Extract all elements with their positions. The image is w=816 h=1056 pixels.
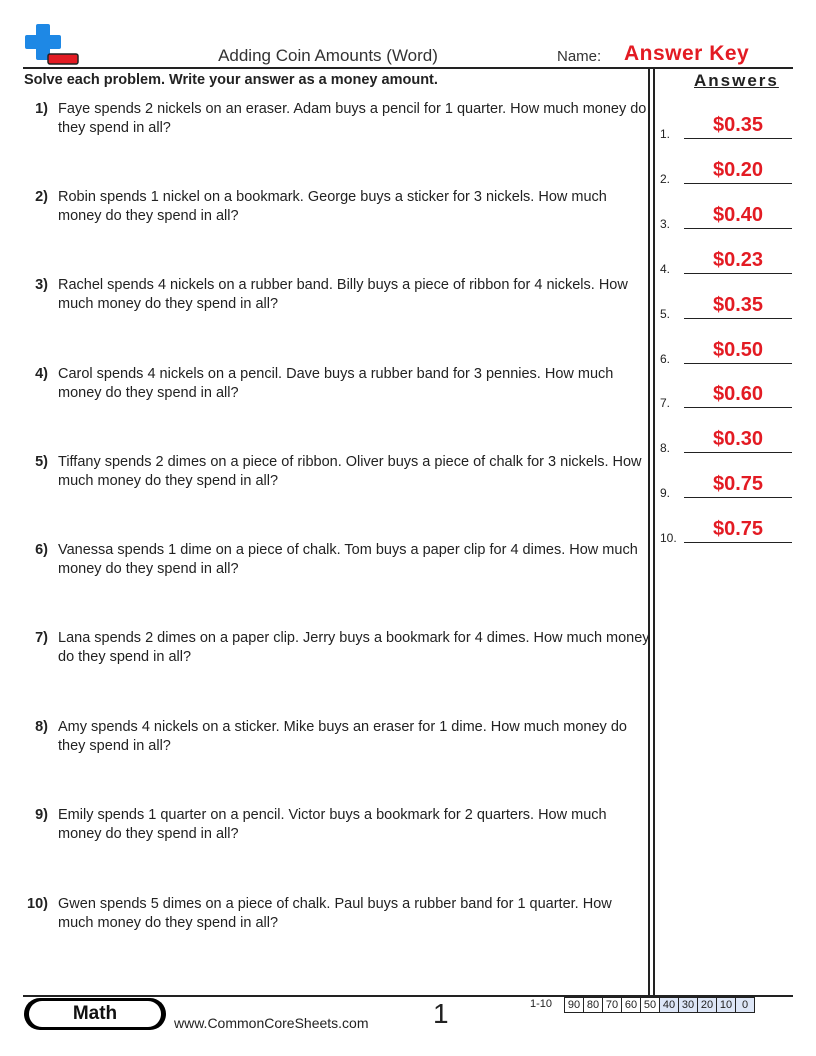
answer-value: $0.40 [712, 204, 764, 226]
answers-heading: Answers [694, 71, 779, 90]
answer-number: 5. [660, 307, 671, 321]
score-cell: 10 [717, 998, 736, 1013]
score-cell: 90 [565, 998, 584, 1013]
answer-row [660, 519, 792, 543]
column-divider [653, 67, 655, 995]
answer-row [660, 340, 792, 364]
plus-minus-logo-icon [22, 24, 80, 68]
answer-value: $0.30 [712, 428, 764, 450]
problem-number: 9) [35, 807, 48, 823]
name-label: Name: [557, 48, 602, 65]
subject-label: Math [29, 1001, 161, 1027]
answer-row [660, 160, 792, 184]
problem-text: Rachel spends 4 nickels on a rubber band. Billy buys a piece of ribbon for 4 nickels. How much money do they spend in all? [58, 277, 628, 312]
answer-number: 9. [660, 486, 671, 500]
problem-text: Carol spends 4 nickels on a pencil. Dave buys a rubber band for 3 pennies. How much money do they spend in all? [58, 366, 614, 401]
problem-text: Gwen spends 5 dimes on a piece of chalk. Paul buys a rubber band for 1 quarter. How much money do they spend in all? [58, 896, 612, 931]
score-cell: 0 [736, 998, 755, 1013]
problem-number: 5) [35, 454, 48, 470]
problem-text: Emily spends 1 quarter on a pencil. Victor buys a bookmark for 2 quarters. How much money do they spend in all? [58, 807, 607, 842]
answer-number: 6. [660, 352, 671, 366]
answer-row [660, 250, 792, 274]
answer-line [684, 138, 792, 139]
problem-number: 10) [27, 896, 48, 912]
answer-value: $0.50 [712, 339, 764, 361]
answer-row [660, 205, 792, 229]
answer-number: 7. [660, 396, 671, 410]
problem-text: Tiffany spends 2 dimes on a piece of ribbon. Oliver buys a piece of chalk for 3 nickels. How much money do they spend in all? [58, 454, 642, 489]
answer-line [684, 273, 792, 274]
score-cell: 40 [660, 998, 679, 1013]
answer-row [660, 295, 792, 319]
problem-text: Lana spends 2 dimes on a paper clip. Jerry buys a bookmark for 4 dimes. How much money do they spend in all? [58, 630, 650, 665]
answer-value: $0.35 [712, 114, 764, 136]
answer-line [684, 363, 792, 364]
answer-line [684, 318, 792, 319]
answer-number: 1. [660, 127, 671, 141]
answer-line [684, 407, 792, 408]
score-cell: 80 [584, 998, 603, 1013]
page-number: 1 [433, 998, 449, 1029]
answer-number: 8. [660, 441, 671, 455]
problem-number: 4) [35, 366, 48, 382]
problem-number: 2) [35, 189, 48, 205]
answer-number: 2. [660, 172, 671, 186]
answer-value: $0.60 [712, 383, 764, 405]
worksheet-title: Adding Coin Amounts (Word) [218, 46, 438, 65]
answer-row [660, 384, 792, 408]
website-link[interactable]: www.CommonCoreSheets.com [174, 1015, 369, 1031]
answer-line [684, 542, 792, 543]
answer-line [684, 228, 792, 229]
problem-text: Robin spends 1 nickel on a bookmark. George buys a sticker for 3 nickels. How much money do they spend in all? [58, 189, 607, 224]
answer-row [660, 474, 792, 498]
score-cell: 20 [698, 998, 717, 1013]
answer-row [660, 429, 792, 453]
answer-line [684, 452, 792, 453]
problem-number: 6) [35, 542, 48, 558]
answer-value: $0.75 [712, 473, 764, 495]
problem-number: 1) [35, 101, 48, 117]
answer-row [660, 115, 792, 139]
answer-value: $0.75 [712, 518, 764, 540]
answer-value: $0.35 [712, 294, 764, 316]
score-cell: 30 [679, 998, 698, 1013]
problem-number: 3) [35, 277, 48, 293]
answer-value: $0.20 [712, 159, 764, 181]
problem-number: 8) [35, 719, 48, 735]
score-cell: 50 [641, 998, 660, 1013]
instructions: Solve each problem. Write your answer as a money amount. [24, 72, 438, 88]
answer-key-label: Answer Key [624, 42, 750, 65]
problem-number: 7) [35, 630, 48, 646]
score-cell: 70 [603, 998, 622, 1013]
problem-text: Faye spends 2 nickels on an eraser. Adam buys a pencil for 1 quarter. How much money do they spend in all? [58, 101, 647, 136]
problem-text: Vanessa spends 1 dime on a piece of chalk. Tom buys a paper clip for 4 dimes. How much money do they spend in all? [58, 542, 638, 577]
answer-line [684, 497, 792, 498]
top-rule [23, 67, 793, 69]
score-range-label: 1-10 [530, 998, 553, 1010]
answer-number: 10. [660, 531, 677, 545]
answer-number: 4. [660, 262, 671, 276]
answer-number: 3. [660, 217, 671, 231]
score-table [564, 997, 755, 1013]
score-cell: 60 [622, 998, 641, 1013]
answer-line [684, 183, 792, 184]
problem-text: Amy spends 4 nickels on a sticker. Mike buys an eraser for 1 dime. How much money do they spend in all? [58, 719, 627, 754]
answer-value: $0.23 [712, 249, 764, 271]
